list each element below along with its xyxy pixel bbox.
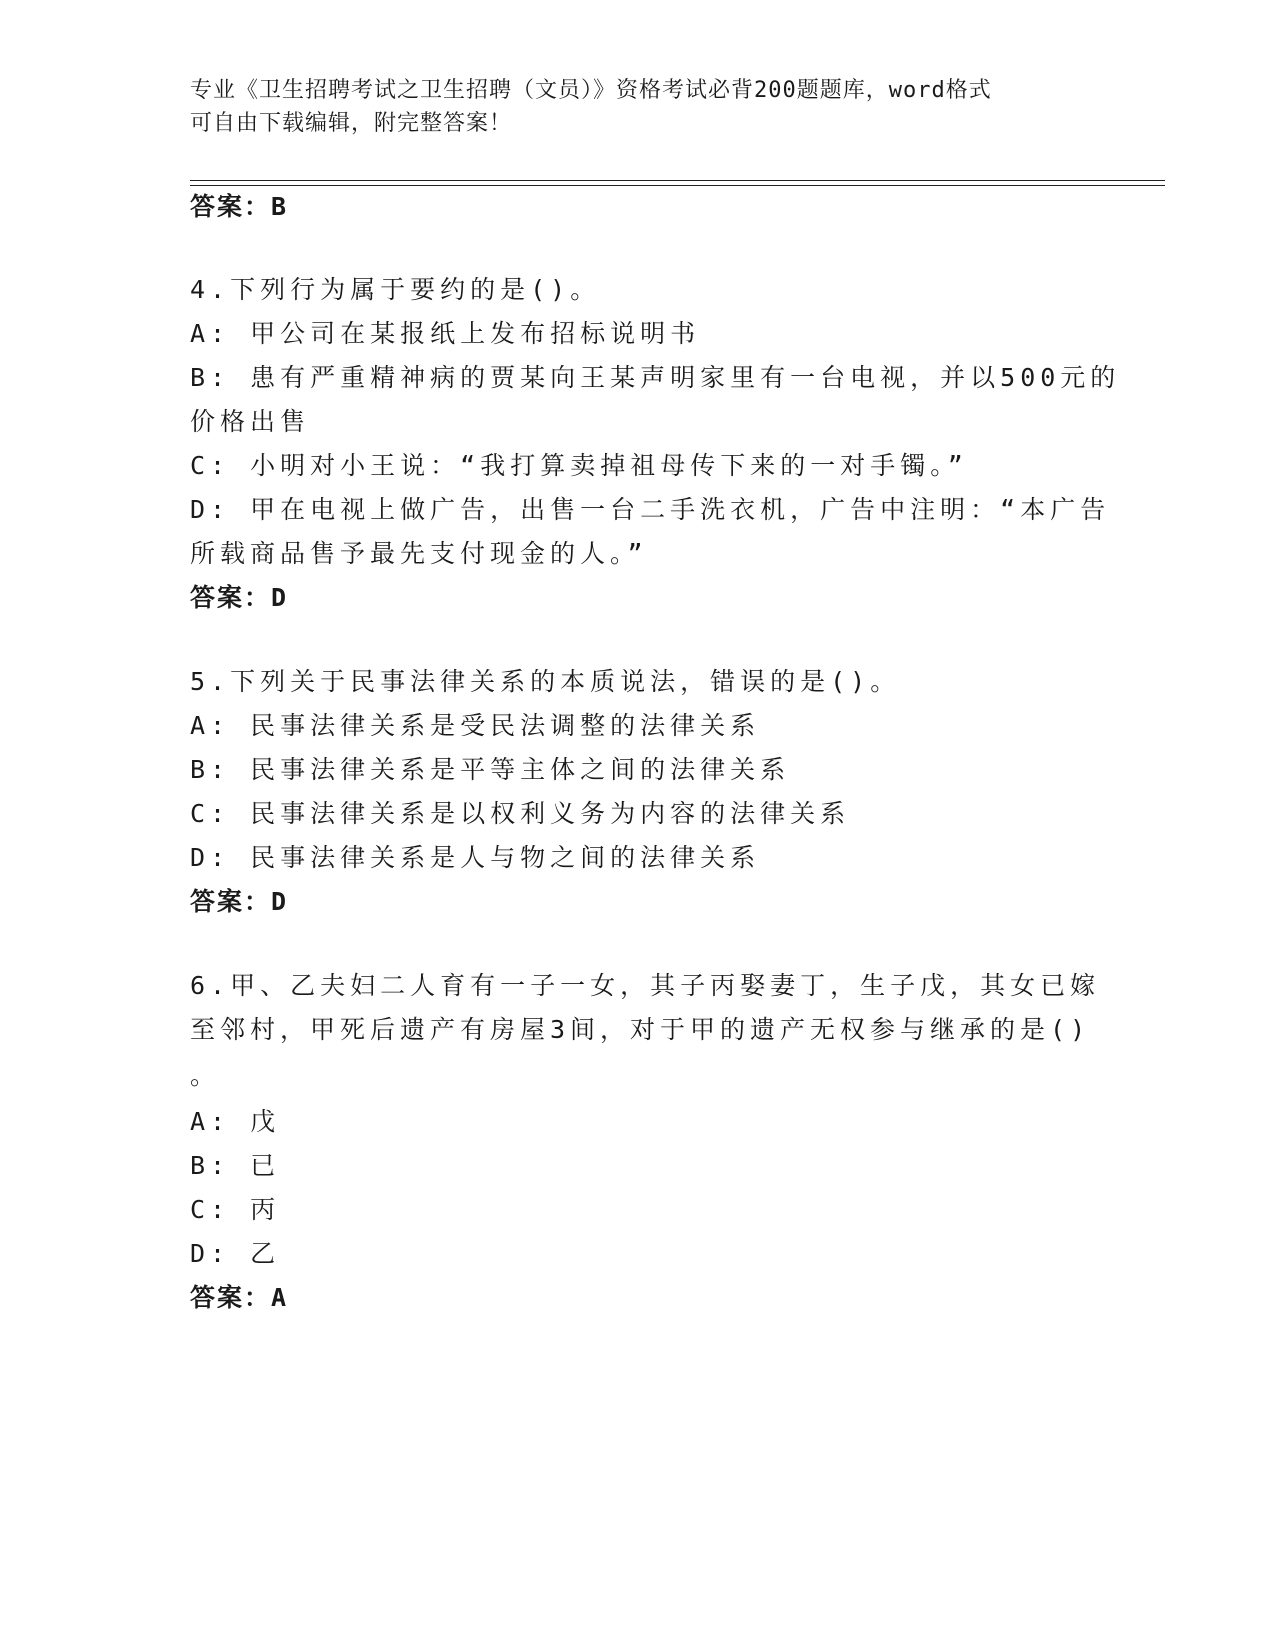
- question-4: [190, 268, 1121, 620]
- question-stem-line-3: 。: [190, 1061, 221, 1090]
- option-a: A: 戊: [190, 1107, 281, 1136]
- option-d: D: 民事法律关系是人与物之间的法律关系: [190, 843, 761, 872]
- option-b: B: 患有严重精神病的贾某向王某声明家里有一台电视，并以500元的: [190, 363, 1121, 392]
- option-a: A: 民事法律关系是受民法调整的法律关系: [190, 711, 761, 740]
- answer: 答案：D: [190, 583, 289, 612]
- option-d-continued: 所载商品售予最先支付现金的人。”: [190, 539, 648, 568]
- question-6: [190, 964, 1101, 1320]
- option-b: B: 已: [190, 1151, 281, 1180]
- option-c: C: 民事法律关系是以权利义务为内容的法律关系: [190, 799, 851, 828]
- header-line-2: 可自由下载编辑，附完整答案！: [190, 111, 513, 136]
- question-stem-line-1: 6.甲、乙夫妇二人育有一子一女，其子丙娶妻丁，生子戊，其女已嫁: [190, 971, 1101, 1000]
- question-stem: 5.下列关于民事法律关系的本质说法，错误的是()。: [190, 667, 901, 696]
- header-line-1: 专业《卫生招聘考试之卫生招聘（文员）》资格考试必背200题题库，word格式: [190, 78, 992, 103]
- option-d: D: 甲在电视上做广告，出售一台二手洗衣机，广告中注明：“本广告: [190, 495, 1111, 524]
- question-5: [190, 660, 1090, 924]
- header-rule-top: [190, 180, 1165, 181]
- option-d: D: 乙: [190, 1239, 281, 1268]
- option-b: B: 民事法律关系是平等主体之间的法律关系: [190, 755, 791, 784]
- answer: 答案：A: [190, 1283, 289, 1312]
- question-stem: 4.下列行为属于要约的是()。: [190, 275, 601, 304]
- answer: 答案：D: [190, 887, 289, 916]
- option-a: A: 甲公司在某报纸上发布招标说明书: [190, 319, 701, 348]
- option-b-continued: 价格出售: [190, 407, 311, 436]
- question-stem-line-2: 至邻村，甲死后遗产有房屋3间，对于甲的遗产无权参与继承的是(): [190, 1015, 1091, 1044]
- option-c: C: 丙: [190, 1195, 281, 1224]
- option-c: C: 小明对小王说：“我打算卖掉祖母传下来的一对手镯。”: [190, 451, 968, 480]
- previous-answer: 答案：B: [190, 192, 289, 221]
- document-header: [190, 74, 1090, 140]
